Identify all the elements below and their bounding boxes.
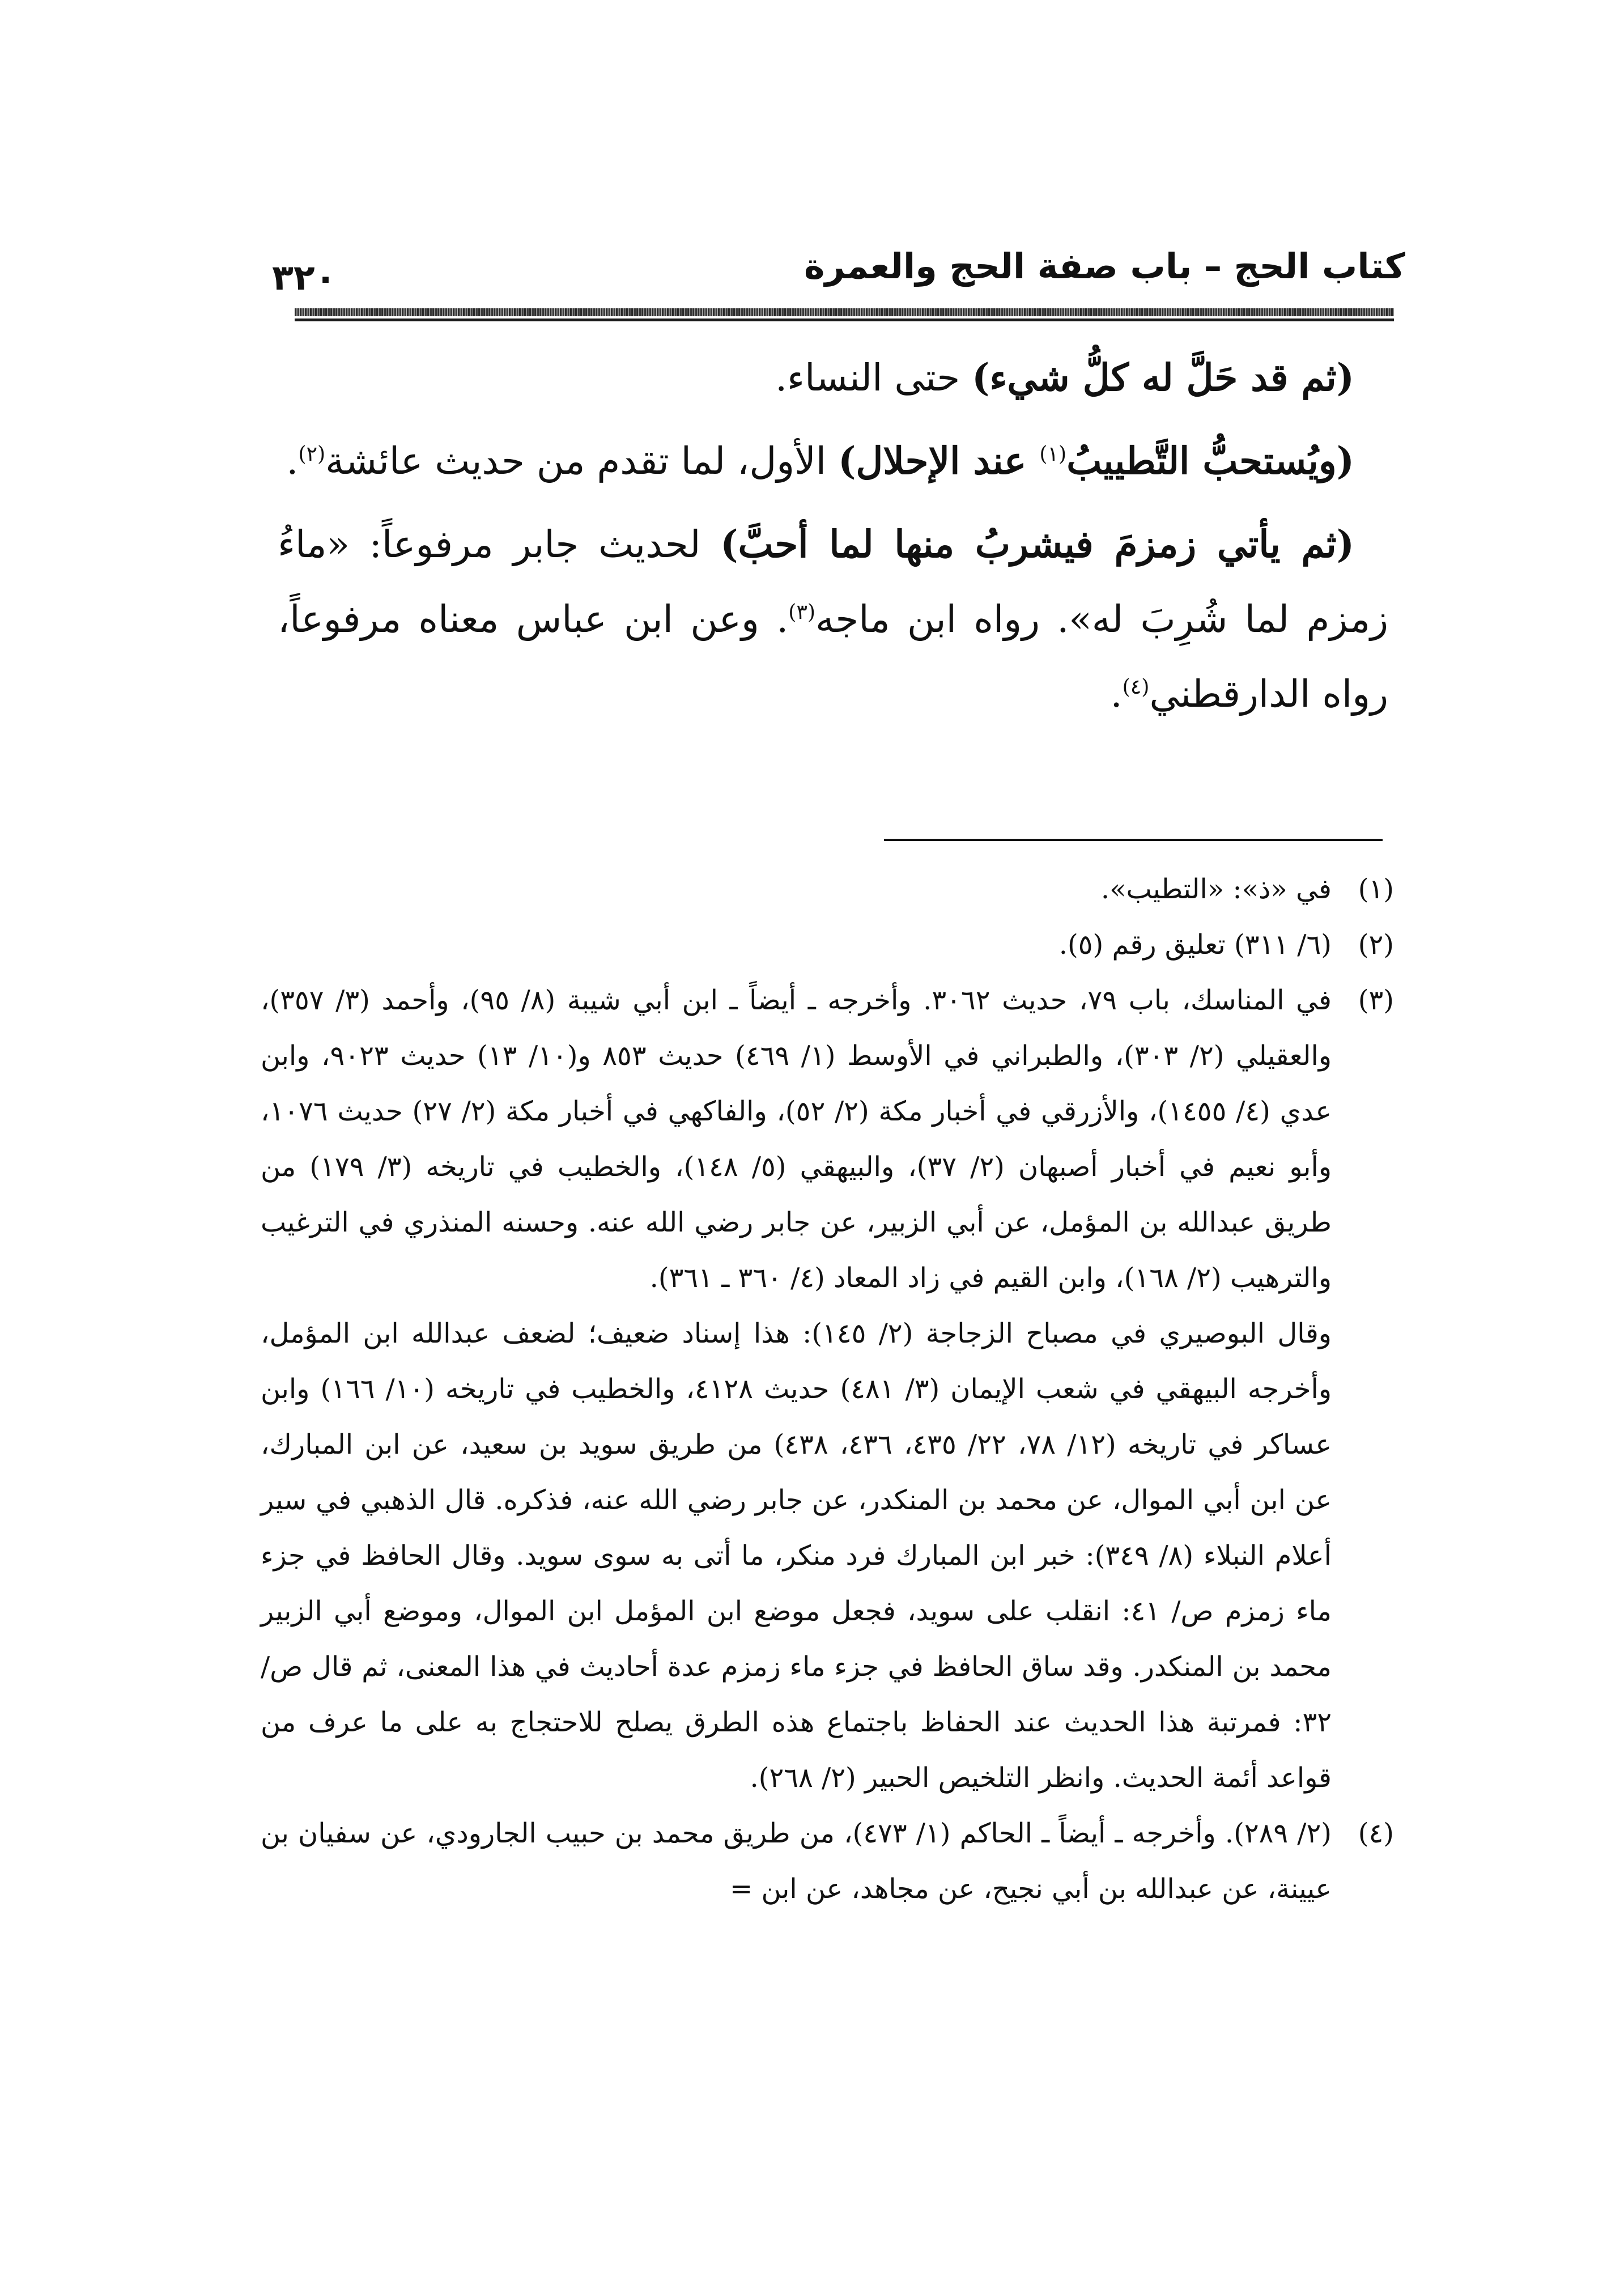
page-number: ٣٢٠ bbox=[272, 257, 337, 298]
paragraph-2 bbox=[278, 423, 1388, 499]
footnote-text: (٢/ ٢٨٩). وأخرجه ـ أيضاً ـ الحاكم (١/ ٤٧٣)، من طريق محمد بن حبيب الجارودي، عن سفيان بن عيينة، عن عبدالله بن أبي نجيح، عن مجاهد، عن ابن = bbox=[261, 1818, 1332, 1905]
footnote-text: (٦/ ٣١١) تعليق رقم (٥). bbox=[1058, 929, 1332, 961]
footnote bbox=[261, 973, 1394, 1306]
footnote-number: (٤) bbox=[1358, 1818, 1394, 1849]
footnote bbox=[261, 1806, 1394, 1917]
paragraph-3-text-b: . وعن ابن عباس معناه مرفوعاً، رواه الدارقطني bbox=[278, 597, 1388, 716]
footnote-ref-1: (١) bbox=[1039, 441, 1067, 466]
paragraph-2-quote-a: (ويُستحبُّ التَّطييبُ bbox=[1066, 439, 1354, 483]
paragraph-2-text: الأول، لما تقدم من حديث عائشة bbox=[325, 439, 839, 483]
paragraph-3 bbox=[278, 507, 1388, 732]
footnotes bbox=[261, 861, 1394, 1917]
paragraph-3-end: . bbox=[1110, 672, 1123, 716]
footnote-ref-4: (٤) bbox=[1122, 674, 1150, 699]
paragraph-3-quote: (ثم يأتي زمزمَ فيشربُ منها لما أحبَّ) bbox=[720, 522, 1354, 566]
footnote-continuation bbox=[261, 1306, 1394, 1806]
footnote-ref-2: (٢) bbox=[298, 441, 326, 466]
paragraph-1 bbox=[278, 340, 1388, 415]
footnote-text: وقال البوصيري في مصباح الزجاجة (٢/ ١٤٥): هذا إسناد ضعيف؛ لضعف عبدالله ابن المؤمل، وأخرجه البيهقي في شعب الإيمان (٣/ ٤٨١) حديث ٤١٢٨، والخطيب في تاريخه (١٠/ ١٦٦) وابن عساكر في تاريخه (١٢/ ٧٨، ٢٢/ ٤٣٥، ٤٣٦، ٤٣٨) من طريق سويد بن سعيد، عن ابن المبارك، عن ابن أبي الموال، عن محمد بن المنكدر، عن جابر رضي الله عنه، فذكره. قال الذهبي في سير أعلام النبلاء (٨/ ٣٤٩): خبر ابن المبارك فرد منكر، ما أتى به سوى سويد. وقال الحافظ في جزء ماء زمزم ص/ ٤١: انقلب على سويد، فجعل موضع ابن المؤمل ابن الموال، وموضع أبي الزبير محمد بن المنكدر. وقد ساق الحافظ في جزء ماء زمزم عدة أحاديث في هذا المعنى، ثم قال ص/ ٣٢: فمرتبة هذا الحديث عند الحفاظ باجتماع هذه الطرق يصلح للاحتجاج به على ما عرف من قواعد أئمة الحديث. وانظر التلخيص الحبير (٢/ ٢٦٨). bbox=[261, 1318, 1332, 1794]
main-text bbox=[278, 340, 1388, 740]
paragraph-3-text-a: لحديث جابر مرفوعاً: «ماءُ زمزم لما شُرِبَ له». رواه ابن ماجه bbox=[278, 523, 1389, 641]
header-rule bbox=[295, 308, 1394, 316]
footnote-number: (١) bbox=[1358, 873, 1394, 905]
paragraph-1-text: حتى النساء. bbox=[775, 356, 972, 400]
page-header bbox=[272, 238, 1405, 306]
footnote-number: (٣) bbox=[1358, 984, 1394, 1016]
footnote-text: في المناسك، باب ٧٩، حديث ٣٠٦٢. وأخرجه ـ أيضاً ـ ابن أبي شيبة (٨/ ٩٥)، وأحمد (٣/ ٣٥٧)، والعقيلي (٢/ ٣٠٣)، والطبراني في الأوسط (١/ ٤٦٩) حديث ٨٥٣ و(١٠/ ١٣) حديث ٩٠٢٣، وابن عدي (٤/ ١٤٥٥)، والأزرقي في أخبار مكة (٢/ ٥٢)، والفاكهي في أخبار مكة (٢/ ٢٧) حديث ١٠٧٦، وأبو نعيم في أخبار أصبهان (٢/ ٣٧)، والبيهقي (٥/ ١٤٨)، والخطيب في تاريخه (٣/ ١٧٩) من طريق عبدالله بن المؤمل، عن أبي الزبير، عن جابر رضي الله عنه. وحسنه المنذري في الترغيب والترهيب (٢/ ١٦٨)، وابن القيم في زاد المعاد (٤/ ٣٦٠ ـ ٣٦١). bbox=[261, 984, 1332, 1294]
paragraph-2-end: . bbox=[286, 439, 299, 483]
footnote-ref-3: (٣) bbox=[788, 600, 816, 624]
footnote-separator bbox=[884, 839, 1383, 841]
footnote-text: في «ذ»: «التطيب». bbox=[1100, 873, 1332, 905]
paragraph-1-quote: (ثم قد حَلَّ له كلُّ شيء) bbox=[972, 355, 1354, 400]
footnote-number: (٢) bbox=[1358, 929, 1394, 961]
header-rule-bottom bbox=[295, 319, 1394, 321]
paragraph-2-quote-b: عند الإحلال) bbox=[838, 439, 1040, 483]
footnote bbox=[261, 861, 1394, 917]
footnote bbox=[261, 917, 1394, 973]
running-title: كتاب الحج – باب صفة الحج والعمرة bbox=[804, 245, 1405, 287]
